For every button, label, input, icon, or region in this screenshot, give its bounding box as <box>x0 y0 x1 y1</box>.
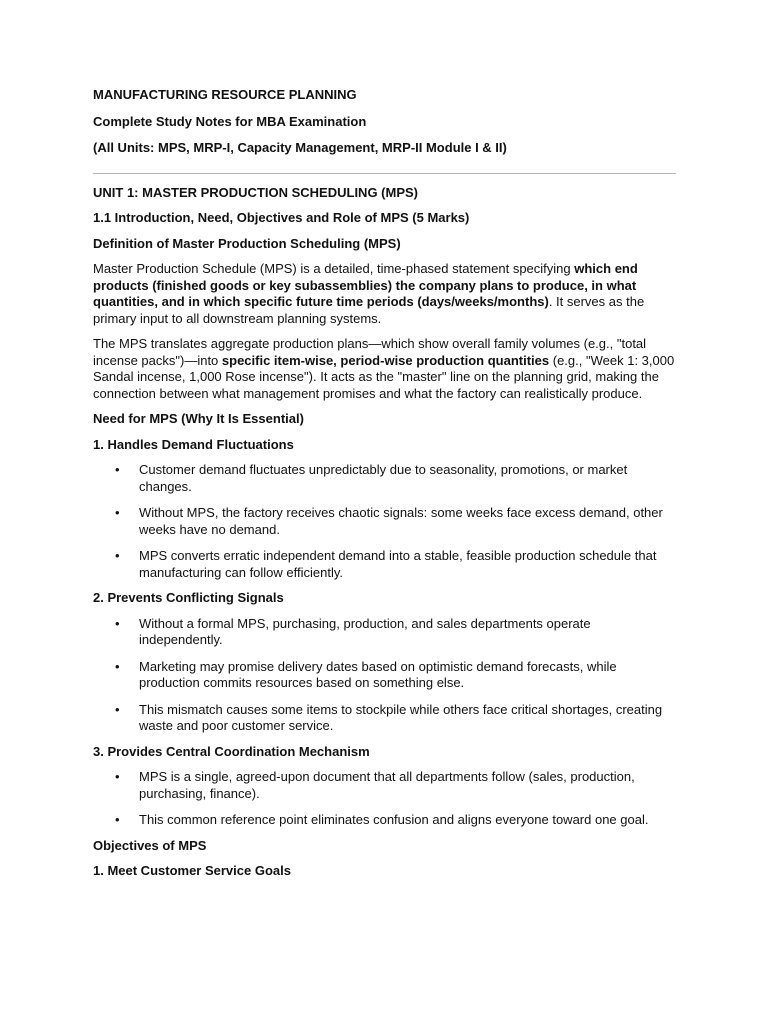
list-item <box>93 659 676 692</box>
need-heading: Need for MPS (Why It Is Essential) <box>93 411 304 426</box>
objectives-heading: Objectives of MPS <box>93 837 207 853</box>
need-2-heading: 2. Prevents Conflicting Signals <box>93 590 284 605</box>
need-1-bullet-list <box>93 462 676 581</box>
need-1-heading: 1. Handles Demand Fluctuations <box>93 436 294 452</box>
list-item <box>93 548 676 581</box>
paragraph-emphasis: which end products (finished goods or key subassemblies) the company plans to produce, in what quantities, and in which specific future time periods (days/weeks/months) <box>93 261 638 309</box>
list-item <box>93 505 676 538</box>
document-content <box>93 87 676 889</box>
bullet-icon: • <box>115 615 120 631</box>
unit-heading: UNIT 1: MASTER PRODUCTION SCHEDULING (MPS) <box>93 184 418 200</box>
bullet-icon: • <box>115 701 120 717</box>
list-item <box>93 616 676 649</box>
list-item-text: Without MPS, the factory receives chaotic signals: some weeks face excess demand, other weeks have no demand. <box>139 505 663 537</box>
list-item <box>93 812 676 829</box>
document-subtitle: Complete Study Notes for MBA Examination <box>93 113 367 129</box>
definition-paragraph <box>93 261 676 327</box>
list-item <box>93 702 676 735</box>
document-title: MANUFACTURING RESOURCE PLANNING <box>93 87 357 102</box>
objective-1-heading: 1. Meet Customer Service Goals <box>93 863 291 878</box>
bullet-icon: • <box>115 462 120 477</box>
list-item-text: Without a formal MPS, purchasing, production, and sales departments operate independently. <box>139 615 591 647</box>
horizontal-divider <box>93 173 676 174</box>
need-3-heading: 3. Provides Central Coordination Mechanism <box>93 743 370 759</box>
bullet-icon: • <box>115 548 120 563</box>
bullet-icon: • <box>115 505 120 520</box>
list-item-text: MPS converts erratic independent demand into a stable, feasible production schedule that manufacturing can follow efficiently. <box>139 548 657 580</box>
list-item-text: Marketing may promise delivery dates based on optimistic demand forecasts, while production commits resources based on something else. <box>139 658 617 690</box>
section-heading: 1.1 Introduction, Need, Objectives and Role of MPS (5 Marks) <box>93 210 470 225</box>
bullet-icon: • <box>115 658 120 674</box>
translation-paragraph <box>93 336 676 402</box>
bullet-icon: • <box>115 812 120 827</box>
list-item <box>93 462 676 495</box>
bullet-icon: • <box>115 769 120 784</box>
paragraph-text: The MPS translates aggregate production plans—which show overall family volumes (e.g., "total incense packs")—into <box>93 336 647 368</box>
list-item-text: This common reference point eliminates confusion and aligns everyone toward one goal. <box>139 812 649 827</box>
need-2-bullet-list <box>93 616 676 735</box>
paragraph-text: Master Production Schedule (MPS) is a detailed, time-phased statement specifying <box>93 261 575 276</box>
list-item-text: This mismatch causes some items to stockpile while others face critical shortages, creating waste and poor customer service. <box>139 701 663 733</box>
document-scope: (All Units: MPS, MRP-I, Capacity Management, MRP-II Module I & II) <box>93 140 507 155</box>
list-item <box>93 769 676 802</box>
paragraph-text: (e.g., "Week 1: 3,000 Sandal incense, 1,000 Rose incense"). It acts as the "master" line on the planning grid, making the connection between what management promises and what the factory can realistically produce. <box>93 352 675 401</box>
definition-heading: Definition of Master Production Scheduling (MPS) <box>93 235 401 251</box>
paragraph-emphasis: specific item-wise, period-wise production quantities <box>221 352 550 368</box>
list-item-text: Customer demand fluctuates unpredictably due to seasonality, promotions, or market changes. <box>139 462 628 494</box>
paragraph-text: . It serves as the primary input to all downstream planning systems. <box>93 294 645 326</box>
list-item-text: MPS is a single, agreed-upon document that all departments follow (sales, production, purchasing, finance). <box>139 769 635 801</box>
need-3-bullet-list <box>93 769 676 829</box>
